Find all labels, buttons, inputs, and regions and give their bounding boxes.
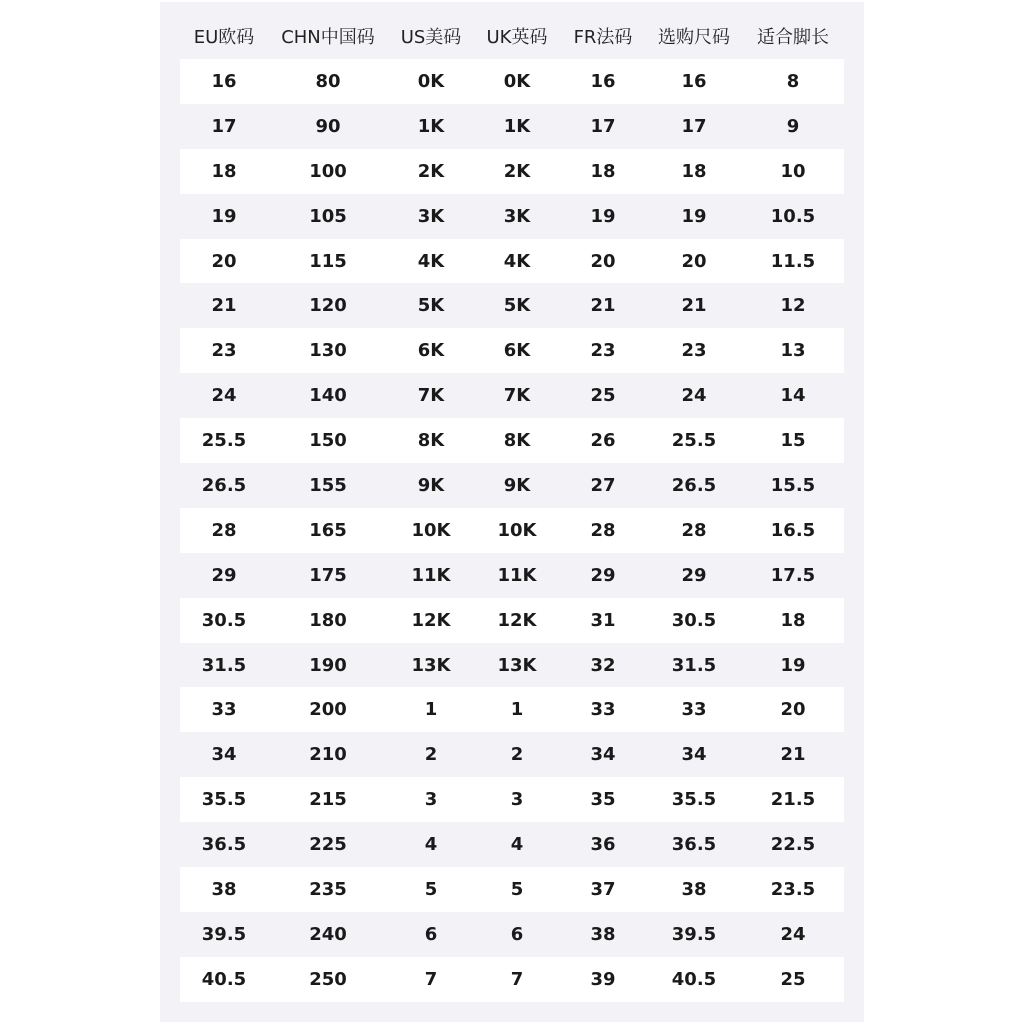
- cell-chn-size: 200: [309, 699, 347, 721]
- cell-chn-size: 140: [309, 385, 347, 407]
- cell-fr-size: 39: [590, 968, 616, 990]
- cell-eu-size: 21: [211, 295, 237, 317]
- cell-us-size: 6: [424, 923, 438, 945]
- cell-fr-size: 25: [590, 385, 616, 407]
- cell-selected-size: 29: [681, 564, 707, 586]
- cell-us-size: 0K: [417, 70, 445, 92]
- cell-foot-length: 17.5: [770, 564, 816, 586]
- table-row: [180, 373, 844, 418]
- cell-chn-size: 80: [315, 70, 341, 92]
- cell-us-size: 13K: [411, 654, 451, 676]
- cell-us-size: 5: [424, 878, 438, 900]
- cell-us-size: 6K: [417, 340, 445, 362]
- cell-chn-size: 240: [309, 923, 347, 945]
- cell-uk-size: 6: [510, 923, 524, 945]
- table-row: [180, 59, 844, 104]
- cell-eu-size: 40.5: [201, 968, 247, 990]
- cell-foot-length: 12: [780, 295, 806, 317]
- cell-chn-size: 105: [309, 205, 347, 227]
- cell-uk-size: 6K: [503, 340, 531, 362]
- cell-us-size: 3K: [417, 205, 445, 227]
- cell-uk-size: 7K: [503, 385, 531, 407]
- cell-uk-size: 1: [510, 699, 524, 721]
- table-row: [180, 553, 844, 598]
- cell-chn-size: 165: [309, 519, 347, 541]
- cell-selected-size: 28: [681, 519, 707, 541]
- cell-fr-size: 20: [590, 250, 616, 272]
- cell-eu-size: 35.5: [201, 789, 247, 811]
- cell-chn-size: 180: [309, 609, 347, 631]
- table-row: [180, 239, 844, 284]
- cell-uk-size: 4K: [503, 250, 531, 272]
- cell-selected-size: 35.5: [671, 789, 717, 811]
- cell-uk-size: 2K: [503, 160, 531, 182]
- cell-foot-length: 21: [780, 744, 806, 766]
- cell-foot-length: 13: [780, 340, 806, 362]
- cell-eu-size: 26.5: [201, 474, 247, 496]
- cell-us-size: 10K: [411, 519, 451, 541]
- table-row: [180, 283, 844, 328]
- cell-eu-size: 29: [211, 564, 237, 586]
- cell-eu-size: 20: [211, 250, 237, 272]
- table-row: [180, 508, 844, 553]
- cell-us-size: 7K: [417, 385, 445, 407]
- table-row: [180, 643, 844, 688]
- cell-uk-size: 5K: [503, 295, 531, 317]
- cell-us-size: 4K: [417, 250, 445, 272]
- table-header: [180, 16, 844, 56]
- table-row: [180, 957, 844, 1002]
- cell-chn-size: 235: [309, 878, 347, 900]
- cell-selected-size: 30.5: [671, 609, 717, 631]
- cell-selected-size: 23: [681, 340, 707, 362]
- table-row: [180, 867, 844, 912]
- cell-us-size: 4: [424, 834, 438, 856]
- cell-selected-size: 25.5: [671, 430, 717, 452]
- cell-selected-size: 20: [681, 250, 707, 272]
- cell-chn-size: 155: [309, 474, 347, 496]
- cell-chn-size: 225: [309, 834, 347, 856]
- cell-selected-size: 16: [681, 70, 707, 92]
- cell-uk-size: 5: [510, 878, 524, 900]
- cell-selected-size: 19: [681, 205, 707, 227]
- cell-foot-length: 23.5: [770, 878, 816, 900]
- header-uk-size: UK英码: [486, 27, 548, 48]
- cell-eu-size: 31.5: [201, 654, 247, 676]
- cell-selected-size: 26.5: [671, 474, 717, 496]
- cell-uk-size: 1K: [503, 115, 531, 137]
- cell-chn-size: 250: [309, 968, 347, 990]
- cell-selected-size: 36.5: [671, 834, 717, 856]
- cell-fr-size: 21: [590, 295, 616, 317]
- cell-us-size: 1: [424, 699, 438, 721]
- cell-eu-size: 17: [211, 115, 237, 137]
- cell-fr-size: 16: [590, 70, 616, 92]
- cell-uk-size: 9K: [503, 474, 531, 496]
- cell-foot-length: 8: [786, 70, 800, 92]
- cell-eu-size: 34: [211, 744, 237, 766]
- cell-fr-size: 27: [590, 474, 616, 496]
- cell-foot-length: 15.5: [770, 474, 816, 496]
- cell-us-size: 7: [424, 968, 438, 990]
- cell-foot-length: 22.5: [770, 834, 816, 856]
- cell-us-size: 5K: [417, 295, 445, 317]
- cell-us-size: 1K: [417, 115, 445, 137]
- cell-foot-length: 19: [780, 654, 806, 676]
- header-chn-size: CHN中国码: [281, 27, 375, 48]
- cell-selected-size: 18: [681, 160, 707, 182]
- cell-foot-length: 10.5: [770, 205, 816, 227]
- cell-foot-length: 18: [780, 609, 806, 631]
- cell-chn-size: 115: [309, 250, 347, 272]
- cell-us-size: 8K: [417, 430, 445, 452]
- table-row: [180, 463, 844, 508]
- table-row: [180, 687, 844, 732]
- cell-fr-size: 34: [590, 744, 616, 766]
- cell-fr-size: 36: [590, 834, 616, 856]
- cell-uk-size: 7: [510, 968, 524, 990]
- cell-uk-size: 10K: [497, 519, 537, 541]
- cell-fr-size: 18: [590, 160, 616, 182]
- cell-chn-size: 190: [309, 654, 347, 676]
- cell-chn-size: 215: [309, 789, 347, 811]
- cell-fr-size: 37: [590, 878, 616, 900]
- cell-fr-size: 31: [590, 609, 616, 631]
- cell-fr-size: 28: [590, 519, 616, 541]
- cell-selected-size: 34: [681, 744, 707, 766]
- cell-selected-size: 40.5: [671, 968, 717, 990]
- header-selected-size: 选购尺码: [658, 27, 730, 48]
- cell-eu-size: 33: [211, 699, 237, 721]
- cell-chn-size: 90: [315, 115, 341, 137]
- cell-foot-length: 11.5: [770, 250, 816, 272]
- cell-uk-size: 11K: [497, 564, 537, 586]
- cell-selected-size: 17: [681, 115, 707, 137]
- cell-chn-size: 210: [309, 744, 347, 766]
- cell-eu-size: 16: [211, 70, 237, 92]
- cell-us-size: 9K: [417, 474, 445, 496]
- table-row: [180, 822, 844, 867]
- table-row: [180, 149, 844, 194]
- cell-selected-size: 21: [681, 295, 707, 317]
- cell-foot-length: 9: [786, 115, 800, 137]
- cell-uk-size: 3: [510, 789, 524, 811]
- cell-selected-size: 39.5: [671, 923, 717, 945]
- cell-selected-size: 31.5: [671, 654, 717, 676]
- header-eu-size: EU欧码: [193, 27, 255, 48]
- cell-fr-size: 29: [590, 564, 616, 586]
- cell-fr-size: 17: [590, 115, 616, 137]
- cell-selected-size: 24: [681, 385, 707, 407]
- table-row: [180, 104, 844, 149]
- cell-foot-length: 15: [780, 430, 806, 452]
- cell-eu-size: 38: [211, 878, 237, 900]
- cell-selected-size: 33: [681, 699, 707, 721]
- header-fr-size: FR法码: [573, 27, 633, 48]
- table-row: [180, 328, 844, 373]
- cell-foot-length: 10: [780, 160, 806, 182]
- cell-fr-size: 26: [590, 430, 616, 452]
- cell-eu-size: 25.5: [201, 430, 247, 452]
- cell-foot-length: 24: [780, 923, 806, 945]
- cell-fr-size: 35: [590, 789, 616, 811]
- cell-uk-size: 0K: [503, 70, 531, 92]
- cell-uk-size: 2: [510, 744, 524, 766]
- cell-uk-size: 4: [510, 834, 524, 856]
- table-row: [180, 194, 844, 239]
- cell-foot-length: 16.5: [770, 519, 816, 541]
- cell-eu-size: 24: [211, 385, 237, 407]
- cell-eu-size: 39.5: [201, 923, 247, 945]
- cell-chn-size: 175: [309, 564, 347, 586]
- cell-chn-size: 130: [309, 340, 347, 362]
- cell-uk-size: 13K: [497, 654, 537, 676]
- table-row: [180, 777, 844, 822]
- cell-eu-size: 23: [211, 340, 237, 362]
- cell-uk-size: 3K: [503, 205, 531, 227]
- cell-chn-size: 120: [309, 295, 347, 317]
- table-body: [180, 59, 844, 1002]
- cell-foot-length: 20: [780, 699, 806, 721]
- table-row: [180, 418, 844, 463]
- cell-foot-length: 21.5: [770, 789, 816, 811]
- cell-chn-size: 150: [309, 430, 347, 452]
- cell-chn-size: 100: [309, 160, 347, 182]
- cell-selected-size: 38: [681, 878, 707, 900]
- size-chart-panel: [160, 2, 864, 1022]
- cell-foot-length: 25: [780, 968, 806, 990]
- cell-eu-size: 19: [211, 205, 237, 227]
- cell-us-size: 2: [424, 744, 438, 766]
- cell-us-size: 3: [424, 789, 438, 811]
- header-foot-length: 适合脚长: [757, 27, 829, 48]
- table-row: [180, 912, 844, 957]
- cell-fr-size: 38: [590, 923, 616, 945]
- cell-fr-size: 32: [590, 654, 616, 676]
- cell-us-size: 2K: [417, 160, 445, 182]
- cell-eu-size: 28: [211, 519, 237, 541]
- cell-uk-size: 12K: [497, 609, 537, 631]
- cell-eu-size: 36.5: [201, 834, 247, 856]
- cell-fr-size: 19: [590, 205, 616, 227]
- cell-foot-length: 14: [780, 385, 806, 407]
- cell-eu-size: 18: [211, 160, 237, 182]
- cell-eu-size: 30.5: [201, 609, 247, 631]
- header-us-size: US美码: [400, 27, 462, 48]
- table-row: [180, 732, 844, 777]
- cell-fr-size: 33: [590, 699, 616, 721]
- cell-uk-size: 8K: [503, 430, 531, 452]
- table-row: [180, 598, 844, 643]
- cell-us-size: 11K: [411, 564, 451, 586]
- cell-us-size: 12K: [411, 609, 451, 631]
- cell-fr-size: 23: [590, 340, 616, 362]
